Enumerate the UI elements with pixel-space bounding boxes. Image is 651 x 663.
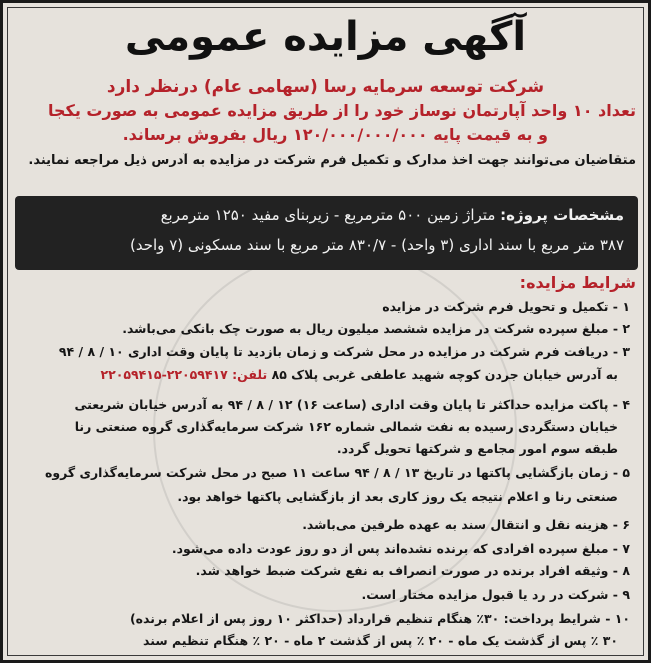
- condition-4-line-2: خیابان دستگردی رسیده به نفت شمالی شماره ۱۶۲ شرکت سرمایه‌گذاری گروه صنعتی رنا: [74, 419, 618, 434]
- condition-3-address-text: به آدرس خیابان جردن کوچه شهید عاطفی غربی پلاک ۸۵: [271, 367, 618, 382]
- specs-line-1: [25, 206, 624, 224]
- phone-numbers: ۲۲۰۵۹۴۱۵-۲۲۰۵۹۴۱۷: [100, 367, 228, 382]
- conditions-title: شرایط مزایده:: [519, 273, 636, 292]
- invite-line: متقاضیان می‌توانند جهت اخذ مدارک و تکمیل فرم شرکت در مزایده به آدرس ذیل مراجعه نمایند.: [28, 153, 636, 168]
- intro-line-2: و به قیمت پایه ۱۲۰/۰۰۰/۰۰۰/۰۰۰ ریال بفروش برساند.: [122, 125, 548, 144]
- condition-1: ۱ - تکمیل و تحویل فرم شرکت در مزایده: [382, 299, 630, 314]
- condition-5-line-2: صنعتی رنا و اعلام نتیجه یک روز کاری بعد از بازگشایی پاکتها خواهد بود.: [177, 489, 618, 504]
- specs-line-2: ۳۸۷ متر مربع با سند اداری (۳ واحد) - ۸۳۰/۷ متر مربع با سند مسکونی (۷ واحد): [130, 236, 624, 254]
- company-line: شرکت توسعه سرمایه رسا (سهامی عام) درنظر دارد: [106, 77, 545, 97]
- condition-7: ۷ - مبلغ سپرده افرادی که برنده نشده‌اند پس از دو روز عودت داده می‌شود.: [171, 541, 630, 556]
- condition-10-line-2: ۳۰ ٪ پس از گذشت یک ماه - ۲۰ ٪ پس از گذشت ۲ ماه - ۲۰ ٪ هنگام تنظیم سند: [143, 633, 618, 648]
- project-specs-box: [15, 196, 638, 270]
- condition-2: ۲ - مبلغ سپرده شرکت در مزایده ششصد میلیون ریال به صورت چک بانکی می‌باشد.: [122, 321, 630, 336]
- condition-4-line-3: طبقه سوم امور مجامع و شرکتها تحویل گردد.: [336, 441, 618, 456]
- specs-text-1: متراژ زمین ۵۰۰ مترمربع - زیربنای مفید ۱۲۵۰ مترمربع: [160, 206, 496, 224]
- condition-3-address: [13, 365, 618, 385]
- condition-3: ۳ - دریافت فرم شرکت در مزایده در محل شرکت و زمان بازدید تا پایان وقت اداری ۱۰ / ۸ / ۹۴: [58, 344, 630, 359]
- notice-title: آگهی مزایده عمومی: [124, 14, 527, 60]
- condition-8: ۸ - وثیقه افراد برنده در صورت انصراف به نفع شرکت ضبط خواهد شد.: [195, 563, 630, 578]
- phone-label: تلفن:: [232, 367, 268, 382]
- condition-9: ۹ - شرکت در رد یا قبول مزایده مختار است.: [361, 587, 630, 602]
- condition-6: ۶ - هزینه نقل و انتقال سند به عهده طرفین می‌باشد.: [302, 517, 630, 532]
- intro-line-1: تعداد ۱۰ واحد آپارتمان نوساز خود را از طریق مزایده عمومی به صورت یکجا: [47, 101, 636, 120]
- condition-10: ۱۰ - شرایط پرداخت: ۳۰٪ هنگام تنظیم قرارداد (حداکثر ۱۰ روز پس از اعلام برنده): [129, 611, 630, 626]
- condition-5: ۵ - زمان بازگشایی پاکتها در تاریخ ۱۳ / ۸ / ۹۴ ساعت ۱۱ صبح در محل شرکت سرمایه‌گذاری گروه: [44, 465, 630, 480]
- specs-title: مشخصات پروژه:: [500, 206, 624, 224]
- condition-4: ۴ - پاکت مزایده حداکثر تا پایان وقت اداری (ساعت ۱۶) ۱۲ / ۸ / ۹۴ به آدرس خیابان شریعتی: [74, 397, 630, 412]
